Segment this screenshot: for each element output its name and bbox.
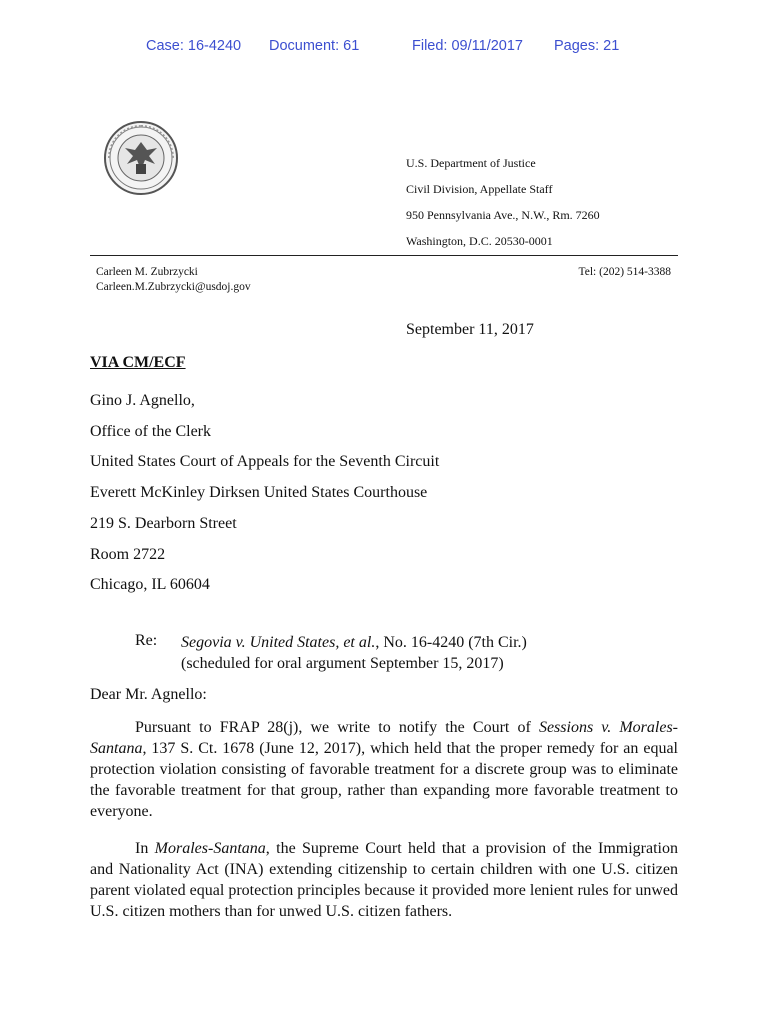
p2-text-b: , the Supreme Court held that a provision of the Immigration and Nationality Act (INA) extending citizenship to certain children with one U.S. citizen parent violated equal protection principles because it provided more lenient rules for unwed U.S. citizen mothers than for unwed U.S. citizen fathers. (90, 840, 679, 920)
recipient-line: United States Court of Appeals for the Seventh Circuit (90, 453, 440, 471)
sender-block (96, 265, 251, 295)
recipient-line: 219 S. Dearborn Street (90, 514, 237, 532)
p2-text-a: In (135, 840, 155, 857)
case-number: Case: 16-4240 (146, 38, 242, 54)
agency-line: Washington, D.C. 20530-0001 (406, 234, 553, 248)
re-label: Re: (135, 632, 158, 649)
agency-line: Civil Division, Appellate Staff (406, 182, 553, 196)
letter-date: September 11, 2017 (406, 321, 534, 338)
re-case-number: , No. 16-4240 (7th Cir.) (375, 634, 527, 651)
agency-line: 950 Pennsylvania Ave., N.W., Rm. 7260 (406, 208, 600, 222)
re-case-name: Segovia v. United States, et al. (181, 634, 376, 651)
ecf-header (0, 38, 768, 58)
recipient-line: Room 2722 (90, 545, 166, 563)
re-note: (scheduled for oral argument September 15, 2017) (181, 655, 504, 672)
recipient-line: Office of the Clerk (90, 422, 211, 440)
paragraph-2 (90, 838, 678, 922)
p1-case-citation: Sessions v. Morales-Santana (90, 719, 678, 757)
agency-line: U.S. Department of Justice (406, 156, 536, 170)
recipient-line: Gino J. Agnello, (90, 392, 195, 409)
doj-seal-icon (103, 120, 179, 196)
filed-date: Filed: 09/11/2017 (412, 38, 523, 54)
recipient-address (90, 386, 439, 601)
sender-email: Carleen.M.Zubrzycki@usdoj.gov (96, 281, 251, 293)
salutation: Dear Mr. Agnello: (90, 686, 207, 703)
page-count: Pages: 21 (554, 38, 620, 54)
re-case-line (181, 632, 527, 653)
p1-text-b: , 137 S. Ct. 1678 (June 12, 2017), which held that the proper remedy for an equal protection violation consisting of favorable treatment for a discrete group was to eliminate the favorable treatment for that group, rather than expanding more favorable treatment to everyone. (90, 740, 678, 820)
document-number: Document: 61 (269, 38, 360, 54)
p2-case-citation: Morales-Santana (154, 840, 266, 857)
paragraph-1 (90, 717, 678, 822)
agency-address (406, 150, 600, 254)
letterhead-divider (90, 255, 678, 256)
sender-telephone: Tel: (202) 514-3388 (578, 266, 671, 278)
sender-name: Carleen M. Zubrzycki (96, 266, 198, 278)
re-subject (181, 632, 527, 674)
recipient-line: Everett McKinley Dirksen United States Courthouse (90, 484, 428, 502)
recipient-line: Chicago, IL 60604 (90, 576, 210, 594)
p1-text-a: Pursuant to FRAP 28(j), we write to notify the Court of (135, 719, 539, 736)
delivery-method: VIA CM/ECF (90, 354, 186, 371)
